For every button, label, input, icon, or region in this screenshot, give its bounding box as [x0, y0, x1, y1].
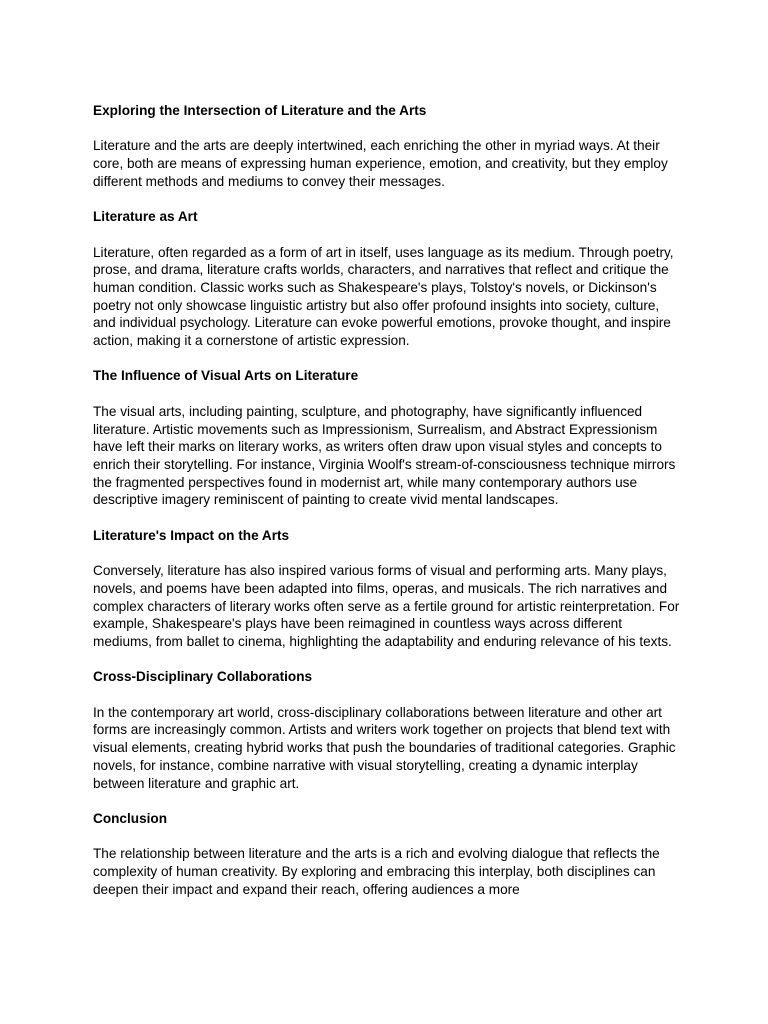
document-title: Exploring the Intersection of Literature and the Arts	[93, 103, 427, 118]
section-body-literature-as-art: Literature, often regarded as a form of art in itself, uses language as its medium. Through poetry, prose, and drama, literature crafts worlds, characters, and narratives that reflect and critique the human condition. Classic works such as Shakespeare's plays, Tolstoy's novels, or Dickinson's poetry not only showcase linguistic artistry but also offer profound insights into society, culture, and individual psychology. Literature can evoke powerful emotions, provoke thought, and inspire action, making it a cornerstone of artistic expression.	[93, 244, 674, 349]
section-heading-conclusion: Conclusion	[93, 810, 168, 826]
section-heading-literature-as-art: Literature as Art	[93, 209, 198, 225]
section-body-literature-impact: Conversely, literature has also inspired various forms of visual and performing arts. Many plays, novels, and poems have been adapted into films, operas, and musicals. The rich narratives and complex characters of literary works often serve as a fertile ground for artistic reinterpretation. For example, Shakespeare's plays have been reimagined in countless ways across different mediums, from ballet to cinema, highlighting the adaptability and enduring relevance of his texts.	[93, 563, 680, 649]
section-heading-cross-disciplinary: Cross-Disciplinary Collaborations	[93, 669, 313, 685]
section-body-conclusion: The relationship between literature and the arts is a rich and evolving dialogue that reflects the complexity of human creativity. By exploring and embracing this interplay, both disciplines can deepen their impact and expand their reach, offering audiences a more	[93, 846, 660, 897]
section-body-cross-disciplinary: In the contemporary art world, cross-disciplinary collaborations between literature and other art forms are increasingly common. Artists and writers work together on projects that blend text with visual elements, creating hybrid works that push the boundaries of traditional categories. Graphic novels, for instance, combine narrative with visual storytelling, creating a dynamic interplay between literature and graphic art.	[93, 704, 676, 791]
document-page	[93, 102, 683, 916]
section-heading-literature-impact: Literature's Impact on the Arts	[93, 527, 290, 543]
section-heading-visual-arts-influence: The Influence of Visual Arts on Literature	[93, 368, 359, 384]
intro-paragraph: Literature and the arts are deeply intertwined, each enriching the other in myriad ways. At their core, both are means of expressing human experience, emotion, and creativity, but they employ different methods and mediums to convey their messages.	[93, 138, 668, 189]
section-body-visual-arts-influence: The visual arts, including painting, sculpture, and photography, have significantly influenced literature. Artistic movements such as Impressionism, Surrealism, and Abstract Expressionism have left their marks on literary works, as writers often draw upon visual styles and concepts to enrich their storytelling. For instance, Virginia Woolf's stream-of-consciousness technique mirrors the fragmented perspectives found in modernist art, while many contemporary authors use descriptive imagery reminiscent of painting to create vivid mental landscapes.	[93, 403, 676, 508]
